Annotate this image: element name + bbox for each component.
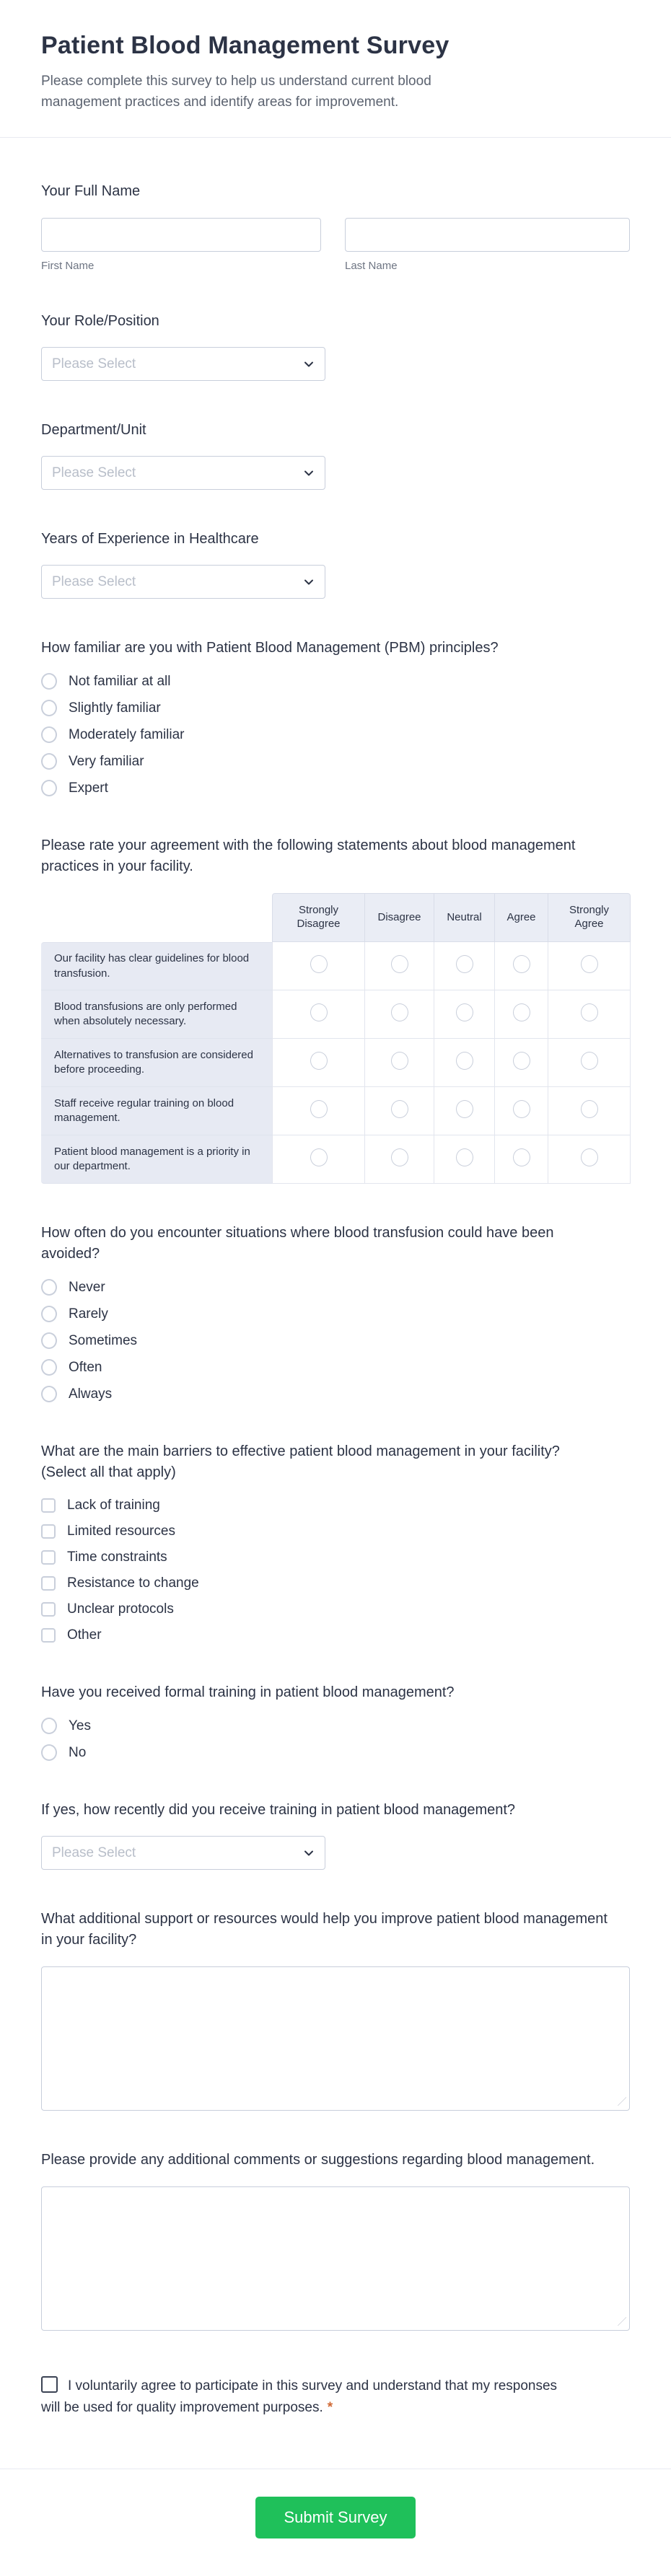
first-name-input[interactable] [41, 218, 321, 252]
checkbox-option [41, 1549, 630, 1565]
matrix-cell [495, 990, 548, 1039]
formal-training-options [41, 1718, 630, 1761]
radio-label: Not familiar at all [69, 673, 171, 689]
checkbox-option [41, 1601, 630, 1617]
checkbox[interactable] [41, 1628, 56, 1643]
checkbox[interactable] [41, 1550, 56, 1565]
radio-button[interactable] [41, 1332, 57, 1349]
question-label: If yes, how recently did you receive training in patient blood management? [41, 1802, 516, 1818]
consent-label: I voluntarily agree to participate in this survey and understand that my responses will be used for quality improvement purposes. [41, 2378, 558, 2416]
radio-button[interactable] [41, 1386, 57, 1402]
radio-button[interactable] [456, 955, 473, 973]
radio-button[interactable] [513, 1100, 530, 1118]
consent-checkbox[interactable] [41, 2376, 58, 2393]
page-title: Patient Blood Management Survey [41, 32, 449, 59]
matrix-row-label: Alternatives to transfusion are considered before proceeding. [41, 1039, 272, 1087]
comments-textarea[interactable] [41, 2186, 630, 2331]
radio-button[interactable] [310, 955, 328, 973]
radio-button[interactable] [513, 955, 530, 973]
question-label: Please rate your agreement with the following statements about blood management practices in your facility. [41, 838, 576, 874]
checkbox-option [41, 1498, 630, 1513]
radio-button[interactable] [41, 726, 57, 743]
radio-button[interactable] [581, 1100, 598, 1118]
training-recency-select[interactable] [41, 1836, 325, 1870]
form-body [0, 138, 671, 2419]
name-inputs-row [41, 218, 630, 252]
consent-row [41, 2375, 561, 2419]
radio-option [41, 673, 630, 690]
radio-button[interactable] [581, 1003, 598, 1021]
support-textarea[interactable] [41, 1966, 630, 2111]
radio-label: Sometimes [69, 1332, 138, 1348]
question-label: What are the main barriers to effective patient blood management in your facility? (Select all that apply) [41, 1443, 560, 1480]
radio-option [41, 726, 630, 743]
radio-option [41, 1306, 630, 1322]
last-name-sublabel: Last Name [345, 260, 398, 272]
checkbox[interactable] [41, 1602, 56, 1617]
radio-button[interactable] [456, 1003, 473, 1021]
chevron-down-icon [303, 576, 315, 588]
radio-option [41, 1386, 630, 1402]
radio-option [41, 1279, 630, 1296]
radio-label: Often [69, 1359, 102, 1375]
question-barriers [41, 1441, 630, 1643]
checkbox-option [41, 1627, 630, 1643]
textarea-wrapper [41, 1966, 630, 2111]
radio-button[interactable] [391, 1100, 408, 1118]
matrix-row [41, 942, 631, 990]
checkbox-label: Lack of training [67, 1498, 160, 1513]
department-select[interactable] [41, 456, 325, 490]
textarea-wrapper [41, 2186, 630, 2331]
matrix-cell [365, 1135, 434, 1184]
matrix-row [41, 1039, 631, 1087]
matrix-cell [365, 1087, 434, 1135]
select-placeholder: Please Select [52, 465, 136, 480]
radio-button[interactable] [456, 1052, 473, 1070]
matrix-cell [365, 1039, 434, 1087]
radio-button[interactable] [581, 955, 598, 973]
radio-label: Very familiar [69, 753, 144, 769]
question-label: How often do you encounter situations where blood transfusion could have been avoided? [41, 1225, 554, 1262]
matrix-cell [548, 942, 631, 990]
form-subtitle: Please complete this survey to help us understand current blood management practices and identify areas for improvement. [41, 74, 431, 110]
radio-option [41, 1718, 630, 1734]
question-label: How familiar are you with Patient Blood Management (PBM) principles? [41, 640, 499, 656]
question-training-recency [41, 1800, 630, 1870]
matrix-cell [365, 942, 434, 990]
question-label: Your Full Name [41, 183, 141, 199]
matrix-cell [434, 990, 495, 1039]
radio-button[interactable] [391, 1148, 408, 1166]
matrix-cell [434, 1039, 495, 1087]
radio-button[interactable] [513, 1052, 530, 1070]
chevron-down-icon [303, 1847, 315, 1859]
experience-select[interactable] [41, 565, 325, 599]
matrix-cell [272, 942, 365, 990]
submit-area [0, 2469, 671, 2576]
checkbox-option [41, 1575, 630, 1591]
matrix-cell [434, 1135, 495, 1184]
first-name-sublabel: First Name [41, 260, 95, 272]
radio-label: Always [69, 1386, 113, 1402]
role-select[interactable] [41, 347, 325, 381]
matrix-header-row [41, 893, 631, 942]
matrix-cell [272, 990, 365, 1039]
question-label: Years of Experience in Healthcare [41, 531, 259, 547]
radio-option [41, 1359, 630, 1376]
checkbox[interactable] [41, 1524, 56, 1539]
matrix-cell [272, 1135, 365, 1184]
matrix-cell [434, 942, 495, 990]
radio-button[interactable] [391, 955, 408, 973]
matrix-column-header: Strongly Agree [548, 893, 631, 942]
question-agreement-matrix [41, 835, 630, 1184]
radio-button[interactable] [41, 753, 57, 770]
radio-label: Yes [69, 1718, 91, 1733]
checkbox-label: Limited resources [67, 1524, 175, 1539]
submit-survey-button[interactable]: Submit Survey [255, 2497, 416, 2538]
question-frequency [41, 1223, 630, 1402]
matrix-row [41, 1087, 631, 1135]
matrix-row-label: Patient blood management is a priority in our department. [41, 1135, 272, 1184]
matrix-cell [548, 1135, 631, 1184]
question-label: Department/Unit [41, 422, 146, 438]
radio-option [41, 700, 630, 716]
radio-button[interactable] [513, 1148, 530, 1166]
radio-button[interactable] [513, 1003, 530, 1021]
radio-option [41, 753, 630, 770]
question-formal-training [41, 1682, 630, 1761]
radio-option [41, 1744, 630, 1761]
matrix-cell [434, 1087, 495, 1135]
matrix-cell [495, 1039, 548, 1087]
question-label: Your Role/Position [41, 313, 159, 329]
matrix-cell [272, 1087, 365, 1135]
checkbox-label: Time constraints [67, 1549, 167, 1565]
matrix-cell [272, 1039, 365, 1087]
matrix-cell [495, 942, 548, 990]
matrix-cell [548, 1087, 631, 1135]
matrix-row [41, 990, 631, 1039]
matrix-cell [495, 1135, 548, 1184]
radio-button[interactable] [310, 1052, 328, 1070]
checkbox[interactable] [41, 1576, 56, 1591]
checkbox-label: Resistance to change [67, 1575, 199, 1591]
form-header [0, 0, 671, 137]
matrix-cell [548, 990, 631, 1039]
radio-button[interactable] [456, 1148, 473, 1166]
select-placeholder: Please Select [52, 356, 136, 372]
matrix-cell [495, 1087, 548, 1135]
radio-button[interactable] [41, 780, 57, 796]
matrix-column-header: Disagree [365, 893, 434, 942]
question-department [41, 420, 630, 490]
agreement-matrix-table [41, 893, 631, 1184]
question-familiarity [41, 638, 630, 796]
barriers-options [41, 1498, 630, 1643]
radio-button[interactable] [41, 1744, 57, 1761]
question-support [41, 1909, 630, 2111]
required-asterisk: * [327, 2400, 333, 2416]
radio-label: Never [69, 1279, 105, 1295]
name-sublabels [41, 260, 630, 272]
radio-button[interactable] [456, 1100, 473, 1118]
matrix-row [41, 1135, 631, 1184]
familiarity-options [41, 673, 630, 796]
checkbox-option [41, 1524, 630, 1539]
radio-button[interactable] [41, 1306, 57, 1322]
radio-button[interactable] [41, 700, 57, 716]
question-role [41, 311, 630, 381]
radio-button[interactable] [581, 1052, 598, 1070]
radio-label: No [69, 1744, 87, 1760]
radio-button[interactable] [41, 1718, 57, 1734]
matrix-column-header: Strongly Disagree [272, 893, 365, 942]
radio-button[interactable] [41, 673, 57, 690]
radio-button[interactable] [581, 1148, 598, 1166]
radio-label: Rarely [69, 1306, 108, 1322]
matrix-row-label: Blood transfusions are only performed when absolutely necessary. [41, 990, 272, 1039]
matrix-corner-cell [41, 893, 272, 942]
last-name-input[interactable] [345, 218, 630, 252]
select-placeholder: Please Select [52, 1845, 136, 1860]
checkbox[interactable] [41, 1498, 56, 1513]
question-experience [41, 529, 630, 599]
question-comments [41, 2150, 630, 2331]
question-label: Have you received formal training in patient blood management? [41, 1684, 455, 1700]
question-label: What additional support or resources would help you improve patient blood management in your facility? [41, 1911, 608, 1948]
matrix-cell [365, 990, 434, 1039]
radio-option [41, 1332, 630, 1349]
matrix-cell [548, 1039, 631, 1087]
matrix-row-label: Staff receive regular training on blood management. [41, 1087, 272, 1135]
select-placeholder: Please Select [52, 573, 136, 589]
chevron-down-icon [303, 359, 315, 370]
radio-label: Expert [69, 780, 108, 796]
radio-button[interactable] [310, 1003, 328, 1021]
radio-label: Moderately familiar [69, 726, 185, 742]
question-full-name [41, 181, 630, 272]
checkbox-label: Other [67, 1627, 102, 1643]
frequency-options [41, 1279, 630, 1402]
radio-button[interactable] [41, 1359, 57, 1376]
matrix-column-header: Agree [495, 893, 548, 942]
radio-option [41, 780, 630, 796]
radio-button[interactable] [41, 1279, 57, 1296]
chevron-down-icon [303, 467, 315, 479]
matrix-column-header: Neutral [434, 893, 495, 942]
checkbox-label: Unclear protocols [67, 1601, 174, 1617]
radio-button[interactable] [310, 1100, 328, 1118]
matrix-row-label: Our facility has clear guidelines for blood transfusion. [41, 942, 272, 990]
radio-button[interactable] [391, 1052, 408, 1070]
radio-button[interactable] [310, 1148, 328, 1166]
radio-button[interactable] [391, 1003, 408, 1021]
question-label: Please provide any additional comments or suggestions regarding blood management. [41, 2152, 595, 2168]
radio-label: Slightly familiar [69, 700, 161, 716]
